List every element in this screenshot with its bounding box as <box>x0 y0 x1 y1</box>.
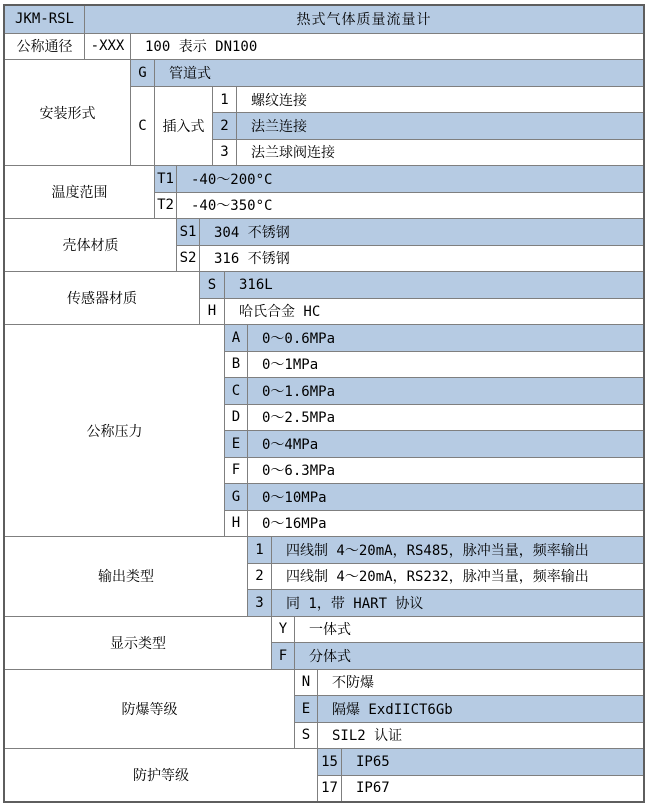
value-cell: IP65 <box>356 753 390 770</box>
code-cell: T2 <box>155 193 177 219</box>
value-cell: 螺纹连接 <box>251 92 307 109</box>
code-cell: 2 <box>248 564 272 590</box>
table-row <box>295 670 643 696</box>
code-cell: B <box>225 352 248 378</box>
display-type-label: 显示类型 <box>5 617 272 669</box>
code-cell: H <box>200 299 225 325</box>
value-cell: -40～350°C <box>191 198 273 215</box>
section-sensor-material <box>5 271 643 324</box>
code-cell: 17 <box>318 776 342 802</box>
install-insert-group <box>131 86 643 165</box>
install-pipe-row <box>131 60 643 86</box>
explosion-proof-label: 防爆等级 <box>5 670 295 749</box>
table-row <box>225 325 643 351</box>
insert-options <box>213 87 643 165</box>
code-cell: G <box>131 60 155 86</box>
value-cell: IP67 <box>356 780 390 797</box>
protection-grade-label: 防护等级 <box>5 749 318 801</box>
value-cell: 0～2.5MPa <box>262 410 336 427</box>
code-cell: A <box>225 325 248 351</box>
code-cell: 2 <box>213 113 237 138</box>
table-row <box>177 245 643 272</box>
code-cell: 1 <box>248 537 272 563</box>
nominal-diameter-label: 公称通径 <box>5 34 85 60</box>
code-cell: 3 <box>213 140 237 165</box>
value-cell: 0～16MPa <box>262 516 327 533</box>
temperature-label: 温度范围 <box>5 166 155 218</box>
code-cell: N <box>295 670 318 696</box>
section-temperature <box>5 165 643 218</box>
value-cell: 法兰连接 <box>251 118 307 135</box>
install-label: 安装形式 <box>5 60 131 165</box>
table-row <box>225 510 643 537</box>
code-cell: D <box>225 405 248 431</box>
model-code: JKM-RSL <box>5 6 85 33</box>
value-cell: 同 1，带 HART 协议 <box>286 595 424 612</box>
code-cell: 3 <box>248 590 272 616</box>
section-explosion-proof <box>5 669 643 749</box>
value-cell: 316 不锈钢 <box>214 251 290 268</box>
install-options <box>131 60 643 165</box>
value-cell: 0～0.6MPa <box>262 330 336 347</box>
table-row <box>200 298 643 325</box>
code-cell: F <box>225 458 248 484</box>
code-cell: S <box>200 272 225 298</box>
table-row <box>225 430 643 457</box>
code-cell: G <box>225 484 248 510</box>
section-output-type <box>5 536 643 616</box>
insert-type-cell: 插入式 <box>155 87 213 165</box>
table-row <box>225 351 643 378</box>
nominal-diameter-code: -XXX <box>85 34 131 60</box>
code-cell: T1 <box>155 166 177 192</box>
value-cell: 四线制 4～20mA，RS485，脉冲当量，频率输出 <box>286 542 589 559</box>
table-row <box>213 139 643 165</box>
code-cell: F <box>272 643 295 669</box>
value-cell: 一体式 <box>309 622 351 639</box>
value-cell: 0～1.6MPa <box>262 383 336 400</box>
table-row <box>248 563 643 590</box>
table-row <box>295 695 643 722</box>
value-cell: 管道式 <box>169 66 211 82</box>
section-install <box>5 59 643 165</box>
code-cell: C <box>225 378 248 404</box>
page-title: 热式气体质量流量计 <box>296 12 432 29</box>
table-row <box>155 166 643 192</box>
value-cell: 316L <box>239 276 273 293</box>
nominal-diameter-row <box>5 33 643 60</box>
table-row <box>272 617 643 643</box>
code-cell: 15 <box>318 749 342 775</box>
table-row <box>248 589 643 616</box>
value-cell: 304 不锈钢 <box>214 224 290 241</box>
table-row <box>200 272 643 298</box>
value-cell: 分体式 <box>309 648 351 665</box>
code-cell: E <box>295 696 318 722</box>
sensor-material-label: 传感器材质 <box>5 272 200 324</box>
section-housing-material <box>5 218 643 271</box>
section-protection-grade <box>5 748 643 801</box>
table-row <box>213 87 643 112</box>
table-row <box>225 377 643 404</box>
table-row <box>213 112 643 138</box>
housing-material-label: 壳体材质 <box>5 219 177 271</box>
table-row <box>177 219 643 245</box>
code-cell: S1 <box>177 219 200 245</box>
value-cell: 隔爆 ExdIICT6Gb <box>332 701 453 718</box>
table-row <box>272 642 643 669</box>
nominal-diameter-desc: 100 表示 DN100 <box>145 39 258 56</box>
value-cell: 四线制 4～20mA，RS232，脉冲当量，频率输出 <box>286 569 589 586</box>
table-row <box>318 749 643 775</box>
value-cell: 0～10MPa <box>262 489 327 506</box>
code-cell: S <box>295 723 318 749</box>
value-cell: -40～200°C <box>191 171 273 188</box>
value-cell: 不防爆 <box>332 675 374 692</box>
code-cell: Y <box>272 617 295 643</box>
code-cell: H <box>225 511 248 537</box>
table-row <box>225 457 643 484</box>
table-row <box>225 483 643 510</box>
value-cell: SIL2 认证 <box>332 728 403 745</box>
value-cell: 0～6.3MPa <box>262 463 336 480</box>
table-row <box>225 404 643 431</box>
table-row <box>295 722 643 749</box>
value-cell: 法兰球阀连接 <box>251 145 335 162</box>
output-type-label: 输出类型 <box>5 537 248 616</box>
code-cell: S2 <box>177 246 200 272</box>
table-row <box>155 192 643 219</box>
code-cell: E <box>225 431 248 457</box>
value-cell: 哈氏合金 HC <box>239 304 321 321</box>
code-cell: 1 <box>213 87 237 112</box>
section-pressure <box>5 324 643 536</box>
value-cell: 0～4MPa <box>262 436 319 453</box>
spec-table <box>3 4 645 803</box>
value-cell: 0～1MPa <box>262 357 319 374</box>
table-row <box>248 537 643 563</box>
section-display-type <box>5 616 643 669</box>
code-cell: C <box>131 87 155 165</box>
header-row <box>5 6 643 33</box>
table-row <box>318 775 643 802</box>
pressure-label: 公称压力 <box>5 325 225 536</box>
